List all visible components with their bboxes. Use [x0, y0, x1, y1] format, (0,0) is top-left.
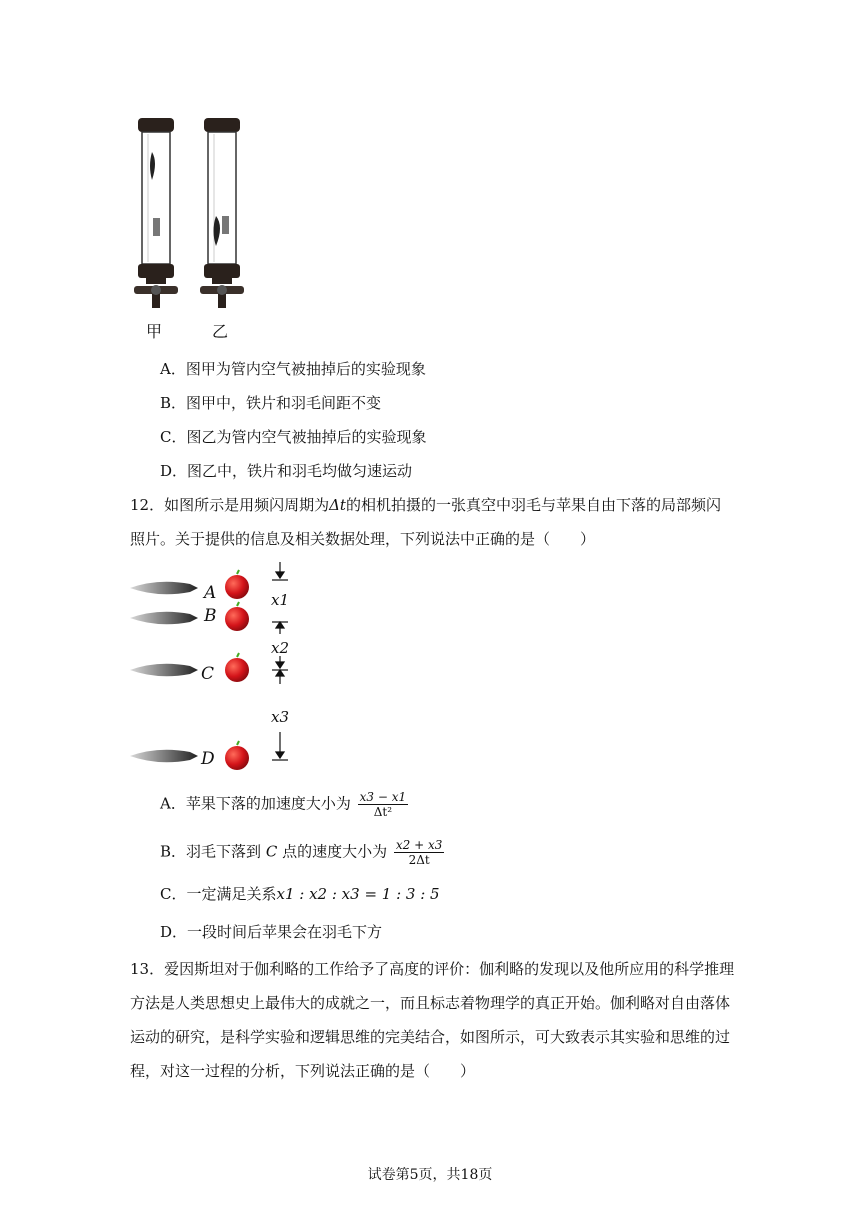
- q12-option-a-fraction: [358, 790, 409, 819]
- q13-line2: 方法是人类思想史上最伟大的成就之一，而且标志着物理学的真正开始。伽利略对自由落体: [130, 994, 731, 1012]
- q12-option-b-text: B．羽毛下落到: [160, 842, 262, 861]
- point-label-b: B: [204, 606, 217, 626]
- x3-label: x3: [271, 708, 290, 726]
- q11-option-d: D．图乙中，铁片和羽毛均做匀速运动: [160, 462, 413, 480]
- point-label-c: C: [201, 664, 215, 684]
- feather-b: [130, 612, 198, 625]
- q12-stem-prefix: 12．如图所示是用频闪周期为: [130, 496, 330, 514]
- x2-label: x2: [271, 639, 290, 657]
- q12-option-b-text2: 点的速度大小为: [282, 842, 388, 861]
- q12-stem-line1: [130, 495, 721, 515]
- q12-option-d: D．一段时间后苹果会在羽毛下方: [160, 923, 383, 941]
- q11-option-c: C．图乙为管内空气被抽掉后的实验现象: [160, 428, 427, 446]
- q13-line3: 运动的研究，是科学实验和逻辑思维的完美结合，如图所示，可大致表示其实验和思维的过: [130, 1028, 731, 1046]
- q12-option-a-numerator: x3 − x1: [359, 790, 407, 804]
- apple-a: [225, 575, 249, 599]
- vacuum-tubes-figure: [128, 112, 258, 344]
- q12-option-b-denominator: 2Δt: [408, 853, 430, 867]
- q12-option-c-text: C．一定满足关系: [160, 885, 277, 903]
- q12-option-a-denominator: Δt²: [373, 805, 393, 819]
- tube-label-yi: 乙: [212, 322, 229, 341]
- x1-label: x1: [271, 591, 290, 609]
- q12-stem-suffix: 的相机拍摄的一张真空中羽毛与苹果自由下落的局部频闪: [345, 496, 721, 514]
- point-label-a: A: [204, 583, 217, 603]
- apple-d: [225, 746, 249, 770]
- q12-option-a: [160, 790, 408, 819]
- q13-line1: 13．爱因斯坦对于伽利略的工作给予了高度的评价：伽利略的发现以及他所应用的科学推理: [130, 960, 735, 978]
- point-label-d: D: [201, 749, 215, 769]
- q12-option-c-formula: x1 : x2 : x3 = 1 : 3 : 5: [276, 885, 440, 903]
- feather-a: [130, 582, 198, 595]
- q12-option-b-numerator: x2 + x3: [395, 838, 443, 852]
- q12-stem-line2: 照片。关于提供的信息及相关数据处理，下列说法中正确的是（ ）: [130, 530, 596, 548]
- page-footer: 试卷第5页，共18页: [367, 1167, 493, 1183]
- apple-b: [225, 607, 249, 631]
- q12-option-c: [160, 884, 440, 904]
- q13-line4: 程，对这一过程的分析，下列说法正确的是（ ）: [130, 1062, 476, 1080]
- delta-t-symbol: Δt: [329, 496, 346, 514]
- q12-option-b-point: C: [265, 842, 278, 861]
- q11-option-a: A．图甲为管内空气被抽掉后的实验现象: [160, 360, 426, 378]
- tube-yi: [200, 118, 244, 308]
- q12-option-b-fraction: [394, 838, 445, 867]
- tube-jia: [134, 118, 178, 308]
- feather-d: [130, 750, 198, 763]
- apple-c: [225, 658, 249, 682]
- q12-option-a-text: A．苹果下落的加速度大小为: [160, 794, 351, 813]
- q12-option-b: [160, 838, 444, 867]
- feather-c: [130, 664, 198, 677]
- tube-label-jia: 甲: [146, 322, 163, 341]
- q11-option-b: B．图甲中，铁片和羽毛间距不变: [160, 394, 382, 412]
